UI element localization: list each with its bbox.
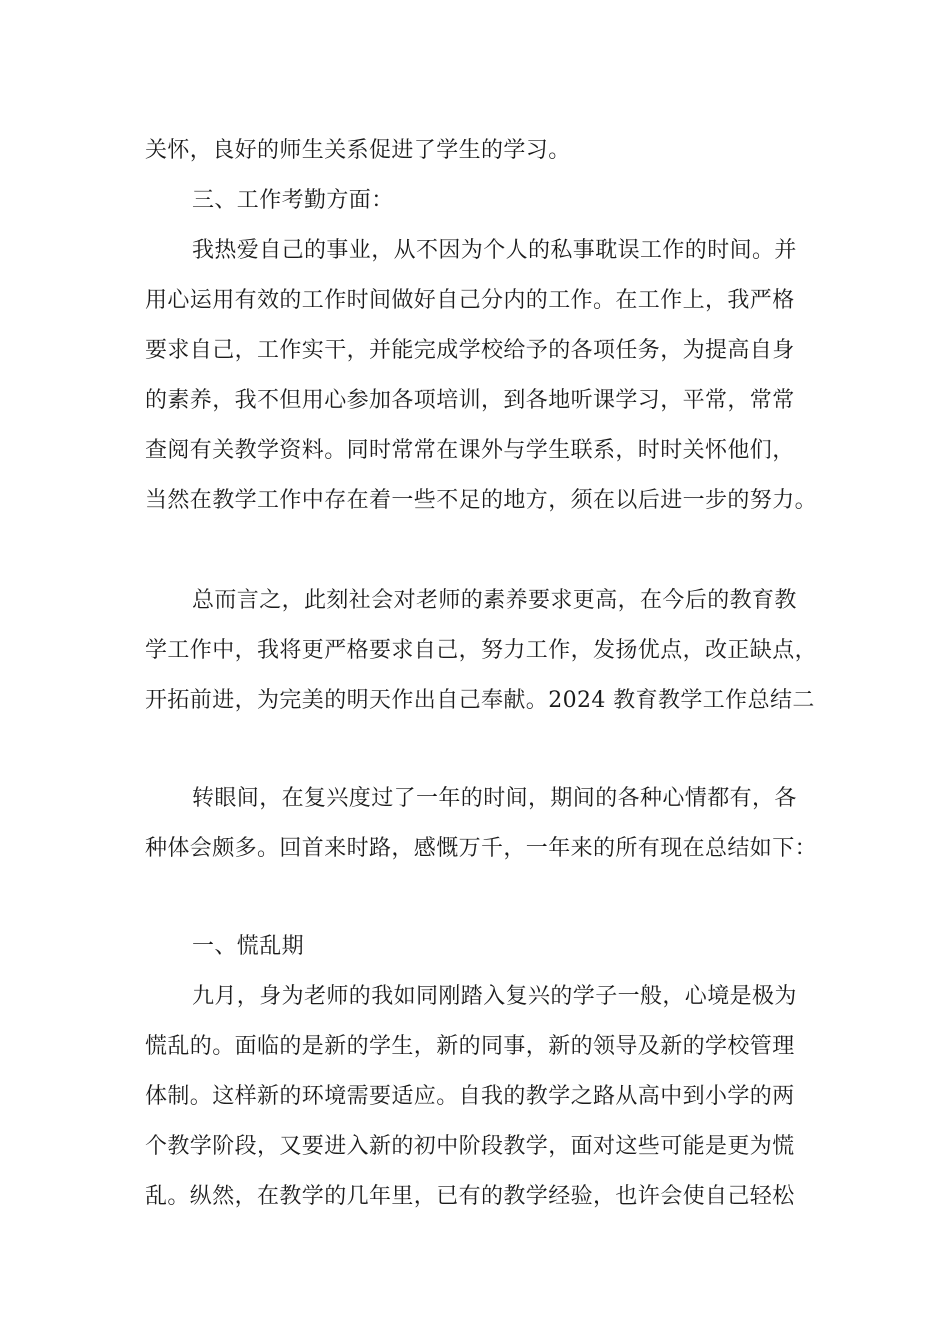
text-line: 查阅有关教学资料。同时常常在课外与学生联系，时时关怀他们， — [145, 438, 795, 463]
text-line: 当然在教学工作中存在着一些不足的地方，须在以后进一步的努力。 — [145, 488, 818, 513]
text-line: 体制。这样新的环境需要适应。自我的教学之路从高中到小学的两 — [145, 1084, 795, 1109]
paragraph-first-line: 九月，身为老师的我如同刚踏入复兴的学子一般，心境是极为 — [192, 984, 797, 1009]
section-heading: 一、慌乱期 — [192, 934, 305, 959]
text-line: 用心运用有效的工作时间做好自己分内的工作。在工作上，我严格 — [145, 288, 795, 313]
text-line: 慌乱的。面临的是新的学生，新的同事，新的领导及新的学校管理 — [145, 1034, 795, 1059]
paragraph-first-line: 转眼间，在复兴度过了一年的时间，期间的各种心情都有，各 — [192, 786, 797, 811]
paragraph-first-line: 我热爱自己的事业，从不因为个人的私事耽误工作的时间。并 — [192, 238, 797, 263]
text-line: 学工作中，我将更严格要求自己，努力工作，发扬优点，改正缺点， — [145, 638, 818, 663]
text-line: 个教学阶段，又要进入新的初中阶段教学，面对这些可能是更为慌 — [145, 1134, 795, 1159]
text-line: 乱。纵然，在教学的几年里，已有的教学经验，也许会使自己轻松 — [145, 1184, 795, 1209]
text-line: 种体会颇多。回首来时路，感慨万千，一年来的所有现在总结如下： — [145, 836, 818, 861]
section-heading: 三、工作考勤方面： — [192, 188, 394, 213]
text-line: 关怀，良好的师生关系促进了学生的学习。 — [145, 138, 571, 163]
text-line: 开拓前进，为完美的明天作出自己奉献。2024 教育教学工作总结二 — [145, 688, 815, 713]
text-line: 要求自己，工作实干，并能完成学校给予的各项任务，为提高自身 — [145, 338, 795, 363]
paragraph-first-line: 总而言之，此刻社会对老师的素养要求更高，在今后的教育教 — [192, 588, 797, 613]
text-line: 的素养，我不但用心参加各项培训，到各地听课学习，平常，常常 — [145, 388, 795, 413]
